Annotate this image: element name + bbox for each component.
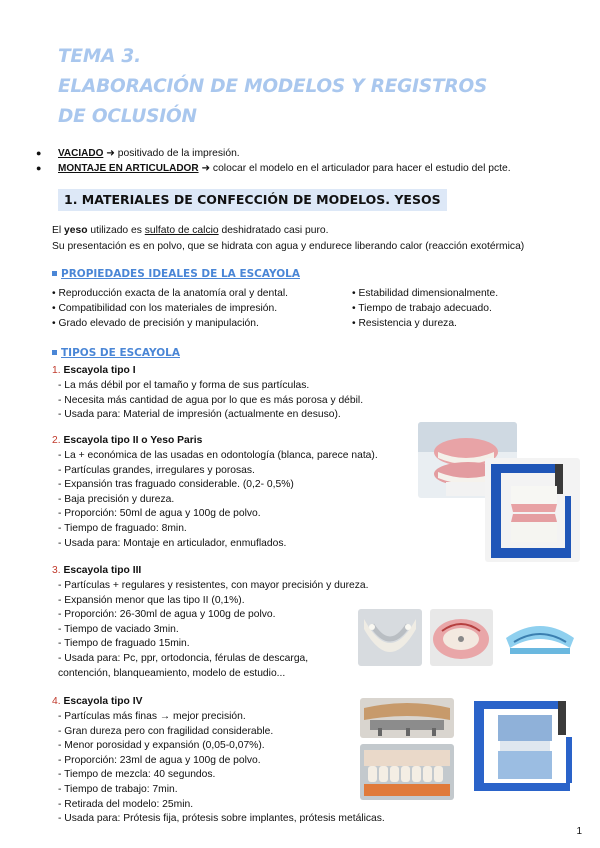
- type-heading: [52, 435, 412, 450]
- type-heading: [52, 365, 412, 380]
- type-name: Escayola tipo I: [63, 365, 136, 376]
- type-item: - Usada para: Pc, ppr, ortodoncia, férulas de descarga,: [58, 652, 309, 664]
- type-item: - Partículas + regulares y resistentes, con mayor precisión y dureza.: [58, 580, 369, 591]
- yeso-term: yeso: [64, 225, 88, 236]
- implant-bridge-photo: [360, 698, 454, 738]
- type-item: - Tiempo de vaciado 3min.: [58, 623, 179, 635]
- title-line-2: ELABORACIÓN DE MODELOS Y REGISTROS: [58, 76, 488, 97]
- type-item: - Proporción: 26-30ml de agua y 100g de polvo.: [58, 609, 276, 621]
- partial-prosthesis-image: [358, 609, 422, 666]
- type-item: - Usada para: Prótesis fija, prótesis sobre implantes, prótesis metálicas.: [58, 813, 385, 825]
- articulator-type4-photo: [466, 693, 580, 796]
- type-item: - Tiempo de mezcla: 40 segundos.: [58, 769, 216, 781]
- sulfato-term: sulfato de calcio: [144, 225, 219, 236]
- type-number: 1.: [52, 365, 61, 376]
- prop-item: • Compatibilidad con los materiales de impresión.: [52, 303, 278, 314]
- type-item: - Partículas grandes, irregulares y porosas.: [58, 464, 255, 476]
- type-item: - La + económica de las usadas en odontología (blanca, parece nata).: [58, 450, 378, 461]
- type-name: Escayola tipo IV: [63, 696, 143, 707]
- type-item: - Usada para: Montaje en articulador, enmuflados.: [58, 537, 287, 549]
- bullet-term: VACIADO: [58, 148, 104, 159]
- type-item: - Tiempo de trabajo: 7min.: [58, 783, 178, 795]
- type-2-block: [52, 435, 412, 552]
- type-1-block: [52, 365, 412, 424]
- bullet-vaciado: [36, 148, 596, 163]
- props-row: [52, 318, 572, 333]
- type-item: - Retirada del modelo: 25min.: [58, 798, 194, 810]
- splint-photo: [500, 612, 580, 662]
- prop-item: • Grado elevado de precisión y manipulación.: [52, 318, 259, 329]
- ortho-model-photo: [430, 609, 493, 666]
- section-heading: 1. MATERIALES DE CONFECCIÓN DE MODELOS. YESOS: [58, 189, 447, 211]
- type-item: - Menor porosidad y expansión (0,05-0,07%).: [58, 740, 265, 752]
- type-item: - Tiempo de fraguado: 8min.: [58, 522, 187, 534]
- ortho-model-image: [430, 609, 493, 666]
- type-item: - Proporción: 50ml de agua y 100g de polvo.: [58, 508, 261, 520]
- stone-model-image: [360, 744, 454, 800]
- stone-model-photo: [360, 744, 454, 800]
- implant-bridge-image: [360, 698, 454, 738]
- prop-item: • Tiempo de trabajo adecuado.: [352, 303, 492, 314]
- type-item: - La más débil por el tamaño y forma de sus partículas.: [58, 380, 310, 391]
- type-item: - Expansión menor que las tipo II (0,1%).: [58, 594, 245, 606]
- props-list: [52, 288, 572, 333]
- articulator-type4-image: [466, 693, 580, 796]
- type-name: Escayola tipo II o Yeso Paris: [63, 435, 203, 446]
- type-4-block: [52, 696, 412, 828]
- intro-text: deshidratado casi puro.: [218, 225, 329, 236]
- type-item: - Baja precisión y dureza.: [58, 493, 175, 505]
- type-item: - Usada para: Material de impresión (actualmente en desuso).: [58, 409, 341, 421]
- type-number: 3.: [52, 565, 61, 576]
- props-row: [52, 288, 572, 303]
- prop-item: • Estabilidad dimensionalmente.: [352, 288, 499, 299]
- prop-item: • Resistencia y dureza.: [352, 318, 457, 329]
- title-line-1: TEMA 3.: [58, 46, 141, 67]
- types-heading-label: TIPOS DE ESCAYOLA: [61, 347, 180, 359]
- type-item: contención, blanqueamiento, modelo de estudio...: [58, 667, 286, 679]
- props-row: [52, 303, 572, 318]
- intro-text: El: [52, 225, 65, 236]
- type-number: 4.: [52, 696, 61, 707]
- type-heading: [52, 565, 412, 580]
- bullet-text: ➜ colocar el modelo en el articulador para hacer el estudio del pcte.: [201, 163, 511, 174]
- bullet-dot-icon: ●: [36, 163, 42, 173]
- intro-bullets: [36, 148, 596, 178]
- intro-text: utilizado es: [87, 225, 145, 236]
- square-bullet-icon: [52, 350, 57, 355]
- page-title: [58, 42, 487, 132]
- type-item: - Gran dureza pero con fragilidad considerable.: [58, 725, 274, 737]
- bullet-dot-icon: ●: [36, 148, 42, 158]
- props-heading-label: PROPIEDADES IDEALES DE LA ESCAYOLA: [61, 268, 300, 280]
- intro-paragraph: [52, 225, 592, 257]
- bullet-term: MONTAJE EN ARTICULADOR: [58, 163, 199, 174]
- type-heading: [52, 696, 412, 711]
- bullet-montaje: [36, 163, 596, 178]
- prop-item: • Reproducción exacta de la anatomía oral y dental.: [52, 288, 288, 299]
- page-number: 1: [576, 826, 582, 837]
- type-item: - Necesita más cantidad de agua por lo que es más porosa y débil.: [58, 394, 364, 406]
- articulator-photo: [485, 458, 580, 562]
- type-item: - Proporción: 23ml de agua y 100g de polvo.: [58, 754, 261, 766]
- type-item: - Tiempo de fraguado 15min.: [58, 638, 190, 650]
- type-name: Escayola tipo III: [63, 565, 142, 576]
- props-heading: [52, 268, 300, 281]
- bullet-text: ➜ positivado de la impresión.: [106, 148, 240, 159]
- title-line-3: DE OCLUSIÓN: [58, 106, 197, 127]
- type-item: - Partículas más finas → mejor precisión.: [58, 711, 246, 722]
- type-number: 2.: [52, 435, 61, 446]
- square-bullet-icon: [52, 271, 57, 276]
- types-heading: [52, 347, 180, 360]
- articulator-image: [485, 458, 580, 562]
- intro-line-2: Su presentación es en polvo, que se hidrata con agua y endurece liberando calor (reacción exotérmica): [52, 241, 525, 252]
- partial-prosthesis-photo: [358, 609, 422, 666]
- intro-line-1: [52, 225, 592, 241]
- type-item: - Expansión tras fraguado considerable. (0,2- 0,5%): [58, 479, 294, 491]
- splint-image: [500, 612, 580, 662]
